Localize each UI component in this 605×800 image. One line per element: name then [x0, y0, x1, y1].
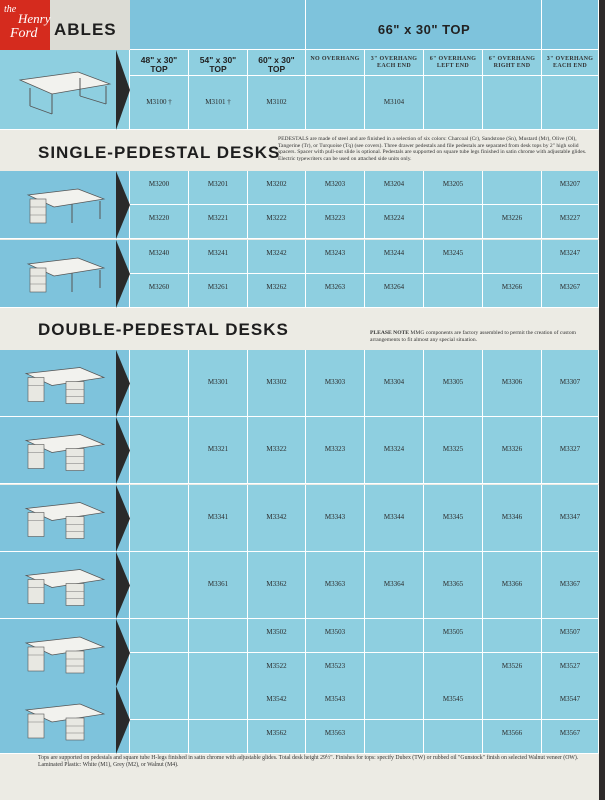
single-pedestal-cell — [248, 205, 306, 239]
double-pedestal-cell — [542, 720, 599, 754]
double-pedestal-cell — [248, 552, 306, 619]
model-number: M3503 — [324, 628, 346, 636]
model-number: M3262 — [266, 283, 287, 291]
double-pedestal-cell — [542, 485, 599, 552]
column-label: TOP — [267, 64, 286, 74]
single-pedestal-description: PEDESTALS are made of steel and are finished in a selection of six colors: Charcoal (Cr), Sandstone (Sn), Mustard (Mr), Olive (Ol), Tangerine (Tr), or Turquoise (Tq) (see covers). Three drawer pedestals and file pedestals are separated from desk tops by 2" high solid spacers. Spacer with pull-out slide is optional. Pedestals are supported on square tube legs finished in satin chrome with adjustable glides. Electric typewriters can be used on attached side units only. — [278, 136, 587, 162]
double-pedestal-cell — [189, 686, 248, 720]
double-pedestal-cell — [424, 720, 483, 754]
model-number: M3325 — [442, 445, 464, 453]
model-number: M3566 — [501, 729, 523, 737]
single-pedestal-cell — [130, 274, 189, 308]
model-number: M3326 — [501, 445, 523, 453]
double-pedestal-cell — [189, 417, 248, 484]
model-number: M3543 — [324, 695, 346, 703]
model-number: M3322 — [266, 445, 287, 453]
single-pedestal-cell — [189, 205, 248, 239]
double-pedestal-cell — [365, 619, 424, 653]
model-number: M3223 — [324, 214, 346, 222]
double-pedestal-cell — [483, 485, 542, 552]
single-pedestal-cell — [306, 171, 365, 205]
model-number: M3367 — [559, 580, 581, 588]
model-number: M3341 — [207, 513, 229, 521]
double-pedestal-desk-illustration — [0, 619, 130, 687]
model-number: M3100 † — [146, 98, 172, 106]
double-pedestal-cell — [248, 686, 306, 720]
model-number: M3264 — [383, 283, 405, 291]
single-pedestal-cell — [130, 240, 189, 274]
model-number: M3242 — [266, 249, 287, 257]
single-pedestal-cell — [483, 205, 542, 239]
double-pedestal-cell — [365, 485, 424, 552]
model-number: M3507 — [559, 628, 581, 636]
double-pedestal-cell — [189, 485, 248, 552]
single-pedestal-cell — [424, 274, 483, 308]
tables-column-header-5 — [424, 50, 483, 76]
double-pedestal-cell — [365, 720, 424, 754]
single-pedestal-cell — [424, 205, 483, 239]
model-number: M3202 — [266, 180, 287, 188]
single-pedestal-cell — [130, 171, 189, 205]
column-size: 54" x 30" — [199, 55, 237, 65]
model-number: M3306 — [501, 378, 523, 386]
henry-ford-logo: the Henry Ford — [0, 0, 50, 50]
single-pedestal-cell — [306, 274, 365, 308]
model-number: M3305 — [442, 378, 464, 386]
model-number: M3522 — [266, 662, 287, 670]
double-pedestal-cell — [424, 552, 483, 619]
footer-text: Tops are supported on pedestals and square tube H-legs finished in satin chrome with adjustable glides. Total desk height 29½". Finishes for tops: specify Dubex (TW) or rubbed oil "Gunstock" finish on selected Walnut veneer (OW). Laminated Plastic: White (M1), Grey (M2), or Walnut (M4). — [38, 755, 579, 768]
single-pedestal-cell — [483, 274, 542, 308]
double-pedestal-cell — [542, 686, 599, 720]
model-number: M3526 — [501, 662, 523, 670]
single-pedestal-cell — [248, 240, 306, 274]
model-number: M3545 — [442, 695, 464, 703]
double-pedestal-cell — [130, 485, 189, 552]
double-pedestal-cell — [542, 552, 599, 619]
tables-title: ABLES — [54, 20, 117, 39]
double-pedestal-cell — [483, 350, 542, 417]
model-number: M3244 — [383, 249, 405, 257]
column-label: 6" OVERHANG RIGHT END — [488, 56, 536, 69]
column-size: 48" x 30" — [140, 55, 178, 65]
double-pedestal-cell — [248, 619, 306, 653]
double-pedestal-cell — [248, 485, 306, 552]
model-number: M3562 — [266, 729, 287, 737]
model-number: M3321 — [207, 445, 229, 453]
model-number: M3207 — [559, 180, 581, 188]
tables-cell-3 — [306, 76, 365, 130]
model-number: M3365 — [442, 580, 464, 588]
double-pedestal-cell — [365, 417, 424, 484]
model-number: M3362 — [266, 580, 287, 588]
double-pedestal-cell — [306, 619, 365, 653]
model-number: M3361 — [207, 580, 229, 588]
single-pedestal-cell — [130, 205, 189, 239]
double-pedestal-note: PLEASE NOTE MMG components are factory assembled to permit the creation of custom arrangements to fit almost any special situation. — [370, 330, 577, 343]
model-number: M3247 — [559, 249, 581, 257]
single-pedestal-cell — [424, 240, 483, 274]
double-pedestal-cell — [189, 720, 248, 754]
double-pedestal-cell — [130, 350, 189, 417]
single-pedestal-cell — [365, 274, 424, 308]
model-number: M3345 — [442, 513, 464, 521]
double-pedestal-cell — [424, 653, 483, 687]
model-number: M3267 — [559, 283, 581, 291]
model-number: M3301 — [207, 378, 229, 386]
double-pedestal-cell — [483, 686, 542, 720]
tables-cell-0 — [130, 76, 189, 130]
single-pedestal-cell — [542, 240, 599, 274]
double-pedestal-cell — [424, 619, 483, 653]
tables-cell-7 — [542, 76, 599, 130]
tables-band-right — [542, 0, 599, 50]
double-pedestal-cell — [424, 350, 483, 417]
model-number: M3363 — [324, 580, 346, 588]
double-pedestal-cell — [424, 686, 483, 720]
single-pedestal-cell — [306, 205, 365, 239]
model-number: M3266 — [501, 283, 523, 291]
model-number: M3203 — [324, 180, 346, 188]
tables-column-header-1 — [189, 50, 248, 76]
column-label: 6" OVERHANG LEFT END — [429, 56, 477, 69]
double-pedestal-cell — [248, 653, 306, 687]
single-pedestal-cell — [424, 171, 483, 205]
model-number: M3104 — [383, 98, 405, 106]
model-number: M3364 — [383, 580, 405, 588]
model-number: M3240 — [148, 249, 170, 257]
model-number: M3346 — [501, 513, 523, 521]
single-pedestal-cell — [189, 240, 248, 274]
model-number: M3327 — [559, 445, 581, 453]
tables-cell-1 — [189, 76, 248, 130]
single-pedestal-cell — [483, 171, 542, 205]
double-pedestal-cell — [542, 619, 599, 653]
single-pedestal-cell — [248, 274, 306, 308]
model-number: M3201 — [207, 180, 229, 188]
model-number: M3204 — [383, 180, 405, 188]
double-pedestal-cell — [306, 350, 365, 417]
model-number: M3347 — [559, 513, 581, 521]
double-pedestal-cell — [306, 485, 365, 552]
tables-column-header-0 — [130, 50, 189, 76]
double-pedestal-section — [0, 308, 599, 350]
single-pedestal-title: SINGLE-PEDESTAL DESKS — [38, 143, 281, 162]
tables-cell-5 — [424, 76, 483, 130]
double-pedestal-cell — [306, 720, 365, 754]
double-pedestal-cell — [542, 417, 599, 484]
double-pedestal-cell — [130, 720, 189, 754]
column-label: TOP — [150, 64, 168, 74]
single-pedestal-cell — [542, 205, 599, 239]
single-pedestal-cell — [365, 171, 424, 205]
double-pedestal-cell — [483, 653, 542, 687]
model-number: M3224 — [383, 214, 405, 222]
double-pedestal-cell — [248, 350, 306, 417]
model-number: M3261 — [207, 283, 229, 291]
tables-cell-2 — [248, 76, 306, 130]
double-pedestal-cell — [306, 653, 365, 687]
table-illustration — [0, 50, 130, 130]
model-number: M3302 — [266, 378, 287, 386]
tables-cell-4 — [365, 76, 424, 130]
tables-band-left — [130, 0, 306, 50]
model-number: M3200 — [148, 180, 170, 188]
model-number: M3547 — [559, 695, 581, 703]
model-number: M3243 — [324, 249, 346, 257]
double-pedestal-cell — [365, 653, 424, 687]
double-pedestal-cell — [130, 686, 189, 720]
double-pedestal-cell — [424, 417, 483, 484]
model-number: M3505 — [442, 628, 464, 636]
double-pedestal-cell — [130, 417, 189, 484]
model-number: M3304 — [383, 378, 405, 386]
model-number: M3263 — [324, 283, 346, 291]
double-pedestal-cell — [365, 552, 424, 619]
single-pedestal-section — [0, 131, 599, 171]
double-pedestal-cell — [189, 552, 248, 619]
tables-column-header-4 — [365, 50, 424, 76]
double-pedestal-cell — [130, 653, 189, 687]
column-label: 3" OVERHANG EACH END — [370, 56, 418, 69]
double-pedestal-desk-illustration — [0, 417, 130, 484]
double-pedestal-desk-illustration — [0, 485, 130, 552]
double-pedestal-title: DOUBLE-PEDESTAL DESKS — [38, 320, 289, 339]
double-pedestal-cell — [306, 417, 365, 484]
model-number: M3527 — [559, 662, 581, 670]
double-pedestal-cell — [130, 552, 189, 619]
double-pedestal-cell — [483, 552, 542, 619]
single-pedestal-cell — [542, 171, 599, 205]
single-pedestal-cell — [306, 240, 365, 274]
single-pedestal-cell — [189, 274, 248, 308]
single-pedestal-cell — [542, 274, 599, 308]
double-pedestal-cell — [483, 720, 542, 754]
single-pedestal-cell — [365, 240, 424, 274]
model-number: M3260 — [148, 283, 170, 291]
tables-cell-6 — [483, 76, 542, 130]
double-pedestal-cell — [130, 619, 189, 653]
double-pedestal-cell — [248, 417, 306, 484]
double-pedestal-cell — [483, 619, 542, 653]
double-pedestal-cell — [248, 720, 306, 754]
model-number: M3342 — [266, 513, 287, 521]
double-pedestal-cell — [306, 552, 365, 619]
model-number: M3102 — [266, 98, 287, 106]
model-number: M3366 — [501, 580, 523, 588]
single-pedestal-cell — [189, 171, 248, 205]
double-pedestal-cell — [306, 686, 365, 720]
double-pedestal-cell — [365, 686, 424, 720]
model-number: M3343 — [324, 513, 346, 521]
model-number: M3307 — [559, 378, 581, 386]
tables-66-header: 66" x 30" TOP — [377, 22, 471, 37]
model-number: M3303 — [324, 378, 346, 386]
double-pedestal-desk-illustration — [0, 350, 130, 417]
model-number: M3567 — [559, 729, 581, 737]
single-pedestal-cell — [483, 240, 542, 274]
model-number: M3220 — [148, 214, 170, 222]
column-label: TOP — [209, 64, 227, 74]
single-pedestal-cell — [248, 171, 306, 205]
model-number: M3523 — [324, 662, 346, 670]
double-pedestal-cell — [542, 350, 599, 417]
model-number: M3324 — [383, 445, 405, 453]
model-number: M3241 — [207, 249, 229, 257]
column-label: 3" OVERHANG EACH END — [546, 56, 594, 69]
double-pedestal-cell — [189, 653, 248, 687]
column-label: NO OVERHANG — [310, 56, 360, 62]
model-number: M3101 † — [205, 98, 231, 106]
tables-column-header-3 — [306, 50, 365, 76]
single-pedestal-cell — [365, 205, 424, 239]
tables-column-header-7 — [542, 50, 599, 76]
model-number: M3323 — [324, 445, 346, 453]
model-number: M3222 — [266, 214, 287, 222]
double-pedestal-desk-illustration — [0, 686, 130, 754]
double-pedestal-cell — [424, 485, 483, 552]
model-number: M3205 — [442, 180, 464, 188]
double-pedestal-cell — [189, 619, 248, 653]
model-number: M3226 — [501, 214, 523, 222]
double-pedestal-cell — [189, 350, 248, 417]
model-number: M3563 — [324, 729, 346, 737]
double-pedestal-cell — [365, 350, 424, 417]
model-number: M3502 — [266, 628, 287, 636]
page-edge — [599, 0, 605, 800]
model-number: M3245 — [442, 249, 464, 257]
single-pedestal-desk-illustration — [0, 240, 130, 308]
model-number: M3221 — [207, 214, 229, 222]
double-pedestal-cell — [483, 417, 542, 484]
model-number: M3227 — [559, 214, 581, 222]
double-pedestal-desk-illustration — [0, 552, 130, 619]
model-number: M3344 — [383, 513, 405, 521]
tables-column-header-2 — [248, 50, 306, 76]
single-pedestal-desk-illustration — [0, 171, 130, 239]
tables-column-header-6 — [483, 50, 542, 76]
double-pedestal-cell — [542, 653, 599, 687]
model-number: M3542 — [266, 695, 287, 703]
column-size: 60" x 30" — [258, 55, 295, 65]
